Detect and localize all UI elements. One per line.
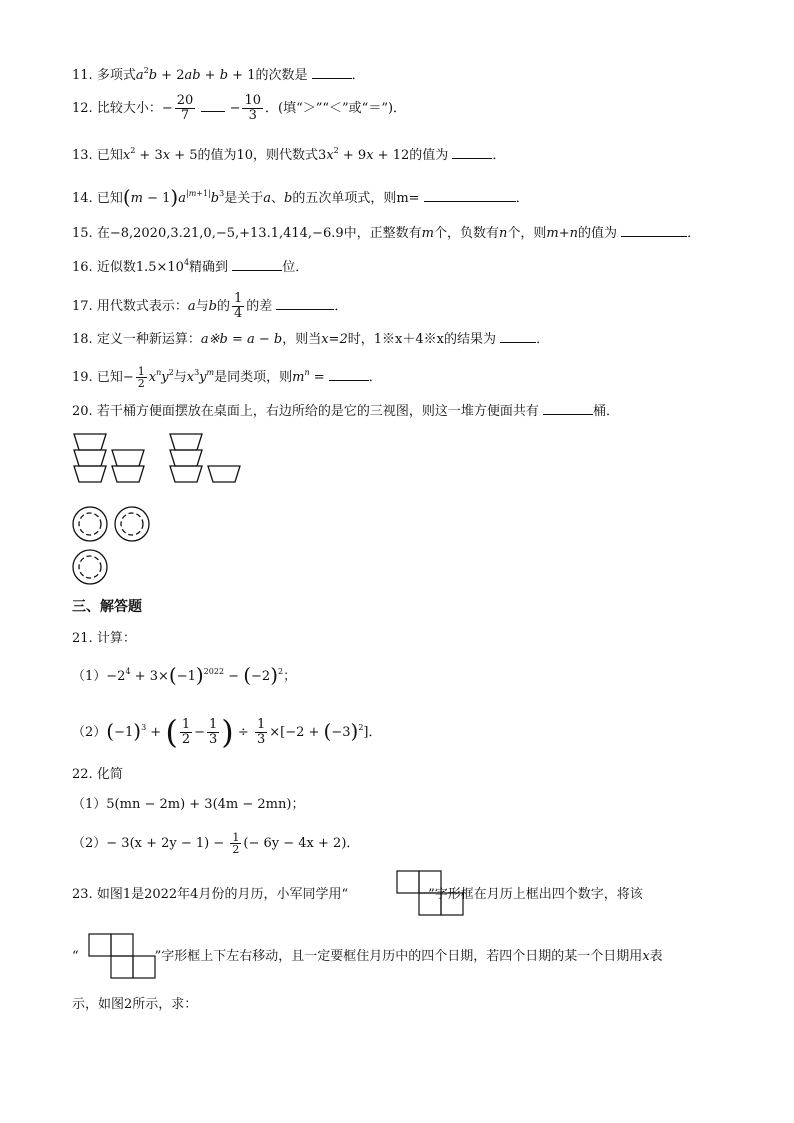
question-text: ．(填“＞”“＜”或“＝”)． — [265, 101, 407, 116]
question-13: 13. 已知$x^2 + 3x + 5$的值为10，则代数式$3x^2 + 9x + 12$的值为 ． — [72, 146, 506, 163]
answer-blank[interactable] — [312, 66, 352, 79]
question-number: 15. — [72, 226, 93, 241]
question-20: 20. 若干桶方便面摆放在桌面上，右边所给的是它的三视图，则这一堆方便面共有 桶． — [72, 404, 619, 419]
question-23-line-3: 示，如图2所示，求： — [72, 997, 198, 1012]
answer-blank[interactable] — [452, 146, 492, 159]
question-21-part-2: $(2)(-1)^3$ + ( $\frac{1}{2}$ − $\frac{1}{3}$ ) ÷ $\frac{1}{3}$ $\times[-2 + (-3)^2]$． — [72, 713, 382, 751]
question-number: 21. — [72, 631, 93, 646]
question-15: 15. 在−8,2020,3.21,0,−5,+13.1,414,−6.9中，正整数有m个，负数有n个，则m+n的值为 ． — [72, 226, 701, 241]
question-12: 12. 比较大小：− $\frac{20}{7}$ − $\frac{10}{3}$ ．(填“＞”“＜”或“＝”)． — [72, 93, 407, 123]
question-23-line-2: “ ”字形框上下左右移动，且一定要框住月历中的四个日期，若四个日期的某一个日期用x表 — [72, 949, 663, 964]
expression: $x^2 + 3x + 5$ — [122, 146, 198, 163]
answer-blank[interactable] — [232, 258, 282, 271]
question-22-part-2: （2）− 3(x + 2y − 1) − $\frac{1}{2}$ (− 6y − 4x + 2)． — [72, 831, 360, 856]
question-17: 17. 用代数式表示：a与b的 $\frac{1}{4}$ 的差 ． — [72, 291, 348, 321]
question-number: 17. — [72, 299, 93, 314]
question-text: 的次数是 — [255, 68, 308, 83]
fraction: $\frac{20}{7}$ — [176, 93, 194, 123]
question-number: 12. — [72, 101, 93, 116]
question-number: 23. — [72, 887, 93, 902]
monomial-1: $x^ny^2$ — [148, 368, 174, 385]
question-number: 19. — [72, 370, 93, 385]
expression: 1※x＋4※x — [373, 332, 444, 347]
fraction: $\frac{1}{2}$ — [137, 365, 145, 390]
expression: $(-1)^3$ + ( $\frac{1}{2}$ − $\frac{1}{3}$ ) ÷ $\frac{1}{3}$ $\times[-2 + (-3)^2]$ — [106, 713, 369, 751]
answer-blank[interactable] — [329, 368, 369, 381]
question-number: 11. — [72, 68, 93, 83]
polynomial-expression: $a^2b + 2ab + b + 1$ — [135, 66, 256, 83]
question-21-part-1: $(1)-2^4 + 3\times(-1)^{2022} - (-2)^2$； — [72, 663, 297, 687]
answer-blank[interactable] — [543, 402, 593, 415]
question-number: 16. — [72, 260, 93, 275]
question-21: 21. 计算： — [72, 631, 136, 646]
three-view-figure — [70, 428, 250, 588]
question-text: 多项式 — [96, 68, 136, 83]
monomial-2: $x^3y^m$ — [186, 368, 215, 385]
question-22-part-1: （1）5(mn − 2m) + 3(4m − 2mn)； — [72, 797, 305, 812]
question-16: 16. 近似数$1.5\times 10^4$精确到 位． — [72, 258, 309, 275]
side-view — [170, 434, 240, 482]
fraction: $\frac{10}{3}$ — [244, 93, 262, 123]
question-number: 14. — [72, 191, 93, 206]
frame-shape-icon — [396, 870, 468, 918]
question-number: 18. — [72, 332, 93, 347]
top-view — [73, 507, 149, 584]
front-view — [74, 434, 144, 482]
question-14: 14. 已知$(m - 1)a^{|m+1|}b^3$是关于a、b的五次单项式，则m= ． — [72, 185, 529, 209]
monomial-expression: $(m - 1)a^{|m+1|}b^3$ — [122, 185, 225, 209]
approx-number: 1.5×10 — [135, 260, 184, 275]
expression: $-2^4 + 3\times(-1)^{2022} - (-2)^2$ — [106, 663, 284, 687]
question-22: 22. 化简 — [72, 767, 123, 782]
answer-blank[interactable] — [424, 189, 516, 202]
expression: $3x^2 + 9x + 12$ — [318, 146, 410, 163]
question-number: 13. — [72, 148, 93, 163]
answer-blank[interactable] — [201, 99, 225, 112]
question-text: 比较大小： — [96, 101, 162, 116]
question-23-line-1: 23. 如图1是2022年4月份的月历，小军同学用“ ”字形框在月历上框出四个数字，将该 — [72, 887, 643, 902]
frame-shape-icon — [88, 933, 160, 981]
fraction: $\frac{1}{2}$ — [232, 831, 240, 856]
question-number: 20. — [72, 404, 93, 419]
question-18: 18. 定义一种新运算：a※b = a − b，则当x=2时，1※x＋4※x的结果为 ． — [72, 332, 550, 347]
expression: − 3(x + 2y − 1) − — [106, 836, 225, 851]
question-11: 11. 多项式$a^2b + 2ab + b + 1$的次数是 ． — [72, 66, 365, 83]
fraction: $\frac{1}{4}$ — [233, 291, 243, 321]
operation-definition: a※b = a − b — [200, 332, 283, 347]
question-19: 19. 已知− $\frac{1}{2}$ $x^ny^2$与$x^3y^m$是同类项，则$m^n$ = ． — [72, 365, 382, 390]
number-list: −8,2020,3.21,0,−5,+13.1,414,−6.9 — [109, 226, 344, 241]
answer-blank[interactable] — [621, 224, 687, 237]
power-expression: $m^n$ = — [292, 368, 329, 385]
answer-blank[interactable] — [500, 330, 536, 343]
answer-blank[interactable] — [276, 297, 334, 310]
expression: 5(mn − 2m) + 3(4m − 2mn)； — [106, 797, 305, 812]
expression: (− 6y − 4x + 2)． — [243, 836, 360, 851]
section-heading: 三、解答题 — [72, 599, 142, 615]
question-number: 22. — [72, 767, 93, 782]
